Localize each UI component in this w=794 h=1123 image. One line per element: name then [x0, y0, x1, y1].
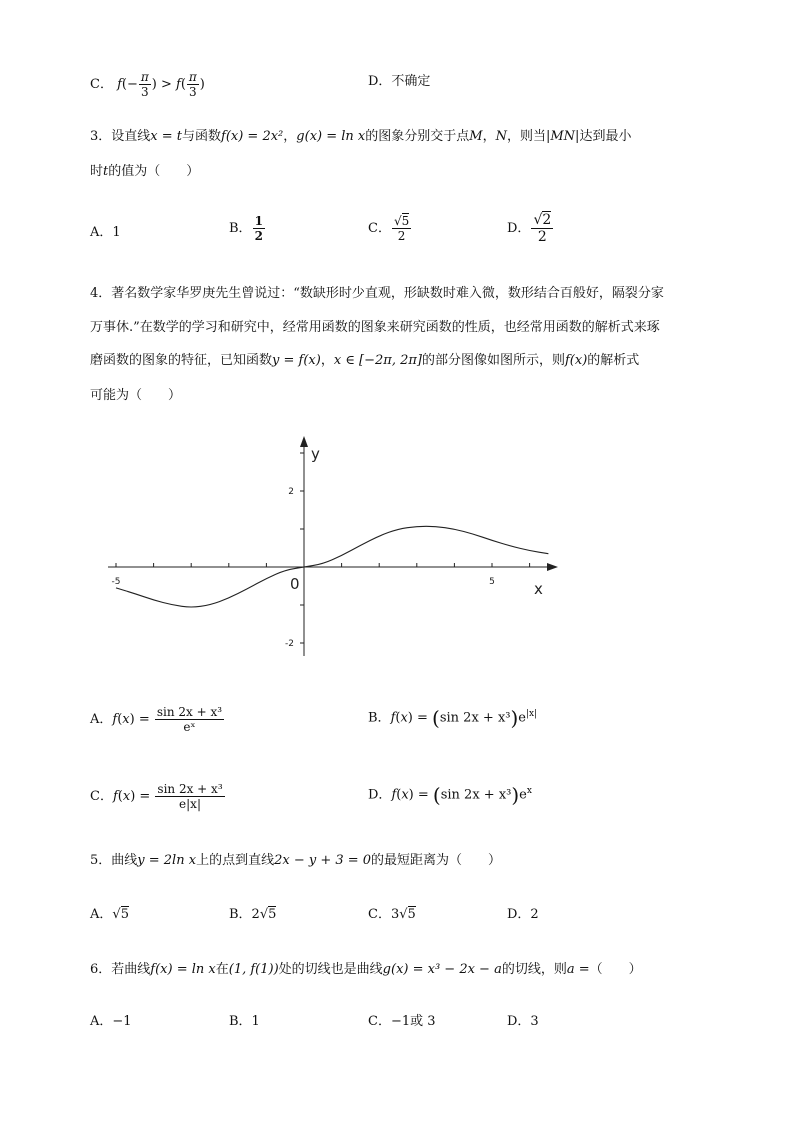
x-tick-label: 5	[489, 577, 495, 587]
q4-option-c: C．f(x) = $\frac{\text{sin 2x + x³}}{e|x|}$	[90, 782, 223, 811]
q6-text-3: 的切线，则	[501, 962, 567, 977]
q4-line3-domain: x ∈ [−2π, 2π]	[333, 353, 422, 368]
q6-option-b: B．1	[229, 1014, 260, 1029]
q3-option-c: C． $\frac{√5}{2}$	[368, 214, 410, 243]
q5-option-b: B．2√5	[229, 907, 277, 922]
q5-option-a-rad: 5	[120, 907, 129, 922]
q3-option-c-den: 2	[397, 229, 406, 243]
q4-stem-line2: 万事休.”在数学的学习和研究中，经常用函数的图象来研究函数的性质，也经常用函数的解析式来琢	[90, 320, 660, 335]
q3-point-n: N	[495, 129, 507, 144]
q3-stem-line2	[90, 162, 199, 182]
q3-mn: |MN|	[545, 129, 580, 144]
q3-option-b-num: 1	[254, 214, 263, 228]
q4-line3-f: f(x)	[565, 353, 588, 368]
q5-text-2: 的最短距离为（ ）	[371, 853, 502, 868]
y-axis-arrow	[300, 436, 308, 447]
q5-option-d: D．2	[507, 907, 539, 922]
q3-option-d: D． $\frac{√2}{2}$	[507, 212, 552, 245]
q4-option-c-num: sin 2x + x³	[157, 782, 223, 796]
q5-option-b-rad: 5	[268, 907, 277, 922]
q3-option-a: A．1	[90, 225, 121, 240]
q3-stem-line1	[90, 127, 631, 147]
q5-line: 2x − y + 3 = 0	[274, 853, 372, 868]
q3-option-d-den: 2	[537, 229, 547, 245]
q3-prefix: 3．设直线	[90, 129, 151, 144]
q3-text-1: 与函数	[182, 129, 222, 144]
q3-text-4: 达到最小	[579, 129, 632, 144]
y-ticks	[300, 453, 304, 643]
q4-stem-line4: 可能为（ ）	[90, 388, 182, 403]
q3-line2-suffix: 的值为（ ）	[108, 164, 200, 179]
q4-stem-line3	[90, 351, 639, 371]
origin-label: 0	[290, 575, 300, 593]
y-axis-label: y	[311, 445, 320, 463]
q3-g-eq: g(x) = ln x	[296, 129, 366, 144]
q6-g-eq: g(x) = x³ − 2x − a	[382, 962, 502, 977]
q4-line3-fx: y = f(x)	[272, 353, 321, 368]
q5-option-a-label: A．	[90, 907, 113, 922]
q6-option-a: A．−1	[90, 1014, 132, 1029]
q3-comma: ，	[482, 129, 496, 144]
q4-option-d: D．f(x) = (sin $2x + x^3)e^x$	[368, 783, 532, 807]
q6-option-c: C．−1或 3	[368, 1014, 436, 1029]
y-axis	[300, 436, 308, 656]
q4-option-c-label: C．	[90, 789, 113, 804]
q5-curve: y = 2ln x	[137, 853, 197, 868]
q3-sep: ，	[283, 129, 297, 144]
q3-text-2: 的图象分别交于点	[365, 129, 470, 144]
q6-text-1: 在	[215, 962, 229, 977]
q3-f-eq: f(x) = 2x²	[221, 129, 284, 144]
x-axis	[108, 563, 558, 571]
q3-option-b	[229, 214, 266, 243]
q4-option-a: A．f(x) = $\frac{\text{sin 2x + x³}}{\text{eˣ}}$	[90, 705, 223, 734]
x-tick-label: -5	[111, 577, 121, 587]
q6-stem	[90, 960, 642, 980]
q4-option-b-exp: |x|	[526, 709, 538, 720]
y-tick-label: 2	[288, 487, 294, 497]
q3-option-b-den: 2	[254, 229, 263, 243]
q5-option-c-label: C．3	[368, 907, 400, 922]
q4-line3-a: 磨函数的图象的特征，已知函数	[90, 353, 273, 368]
q3-option-c-label: C．	[368, 221, 391, 236]
q4-option-a-label: A．	[90, 712, 113, 727]
q4-option-d-exp: x	[526, 786, 532, 797]
q5-prefix: 5．曲线	[90, 853, 138, 868]
q2-option-d: D．不确定	[368, 74, 431, 89]
q6-text-2: 处的切线也是曲线	[278, 962, 383, 977]
q6-f-eq: f(x) = ln x	[150, 962, 216, 977]
q6-point: (1, f(1))	[228, 962, 279, 977]
q3-text-3: ，则当	[506, 129, 546, 144]
x-axis-arrow	[547, 563, 558, 571]
q4-option-c-den: e|x|	[179, 797, 201, 811]
q5-option-b-label: B．2	[229, 907, 260, 922]
q5-text-1: 上的点到直线	[196, 853, 275, 868]
x-axis-label: x	[534, 580, 543, 598]
q3-line-eq: x = t	[150, 129, 182, 144]
q4-option-a-num: sin 2x + x³	[156, 705, 223, 719]
y-tick-label: -2	[285, 639, 294, 649]
q4-option-d-label: D．	[368, 787, 392, 803]
q3-t-var: t	[103, 164, 109, 179]
q2-option-c: C． f(− $\frac{\pi}{3}$ ) > f( $\frac{\pi}{3}$ )	[90, 70, 205, 99]
q4-line3-b: ，	[320, 353, 334, 368]
q6-option-d: D．3	[507, 1014, 539, 1029]
q3-option-d-label: D．	[507, 221, 531, 236]
q5-option-a: A．√5	[90, 907, 129, 922]
function-graph	[100, 432, 570, 662]
q5-option-c: C．3√5	[368, 907, 416, 922]
q4-option-b-expr: sin 2x + x³	[439, 710, 511, 726]
q6-a-eq: a =	[566, 962, 590, 977]
q3-point-m: M	[469, 129, 483, 144]
q4-stem-line1: 4．著名数学家华罗庚先生曾说过：“数缺形时少直观，形缺数时难入微，数形结合百般好，隔裂分家	[90, 286, 664, 301]
q4-option-a-den: eˣ	[183, 720, 196, 734]
q2-option-c-label: C．	[90, 77, 113, 92]
q6-text-4: （ ）	[589, 962, 642, 977]
q5-stem	[90, 851, 501, 871]
q4-option-d-expr: sin 2x + x³	[440, 787, 512, 803]
q4-line3-c: 的部分图像如图所示，则	[421, 353, 565, 368]
q6-prefix: 6．若曲线	[90, 962, 151, 977]
q3-option-b-label: B．	[229, 221, 252, 236]
q4-option-b: B．f(x) = (sin $2x + x^3)e^{|x|}$	[368, 706, 538, 730]
q4-option-b-label: B．	[368, 710, 391, 726]
q3-line2-prefix: 时	[90, 164, 104, 179]
q5-option-c-rad: 5	[407, 907, 416, 922]
q4-line3-d: 的解析式	[587, 353, 640, 368]
